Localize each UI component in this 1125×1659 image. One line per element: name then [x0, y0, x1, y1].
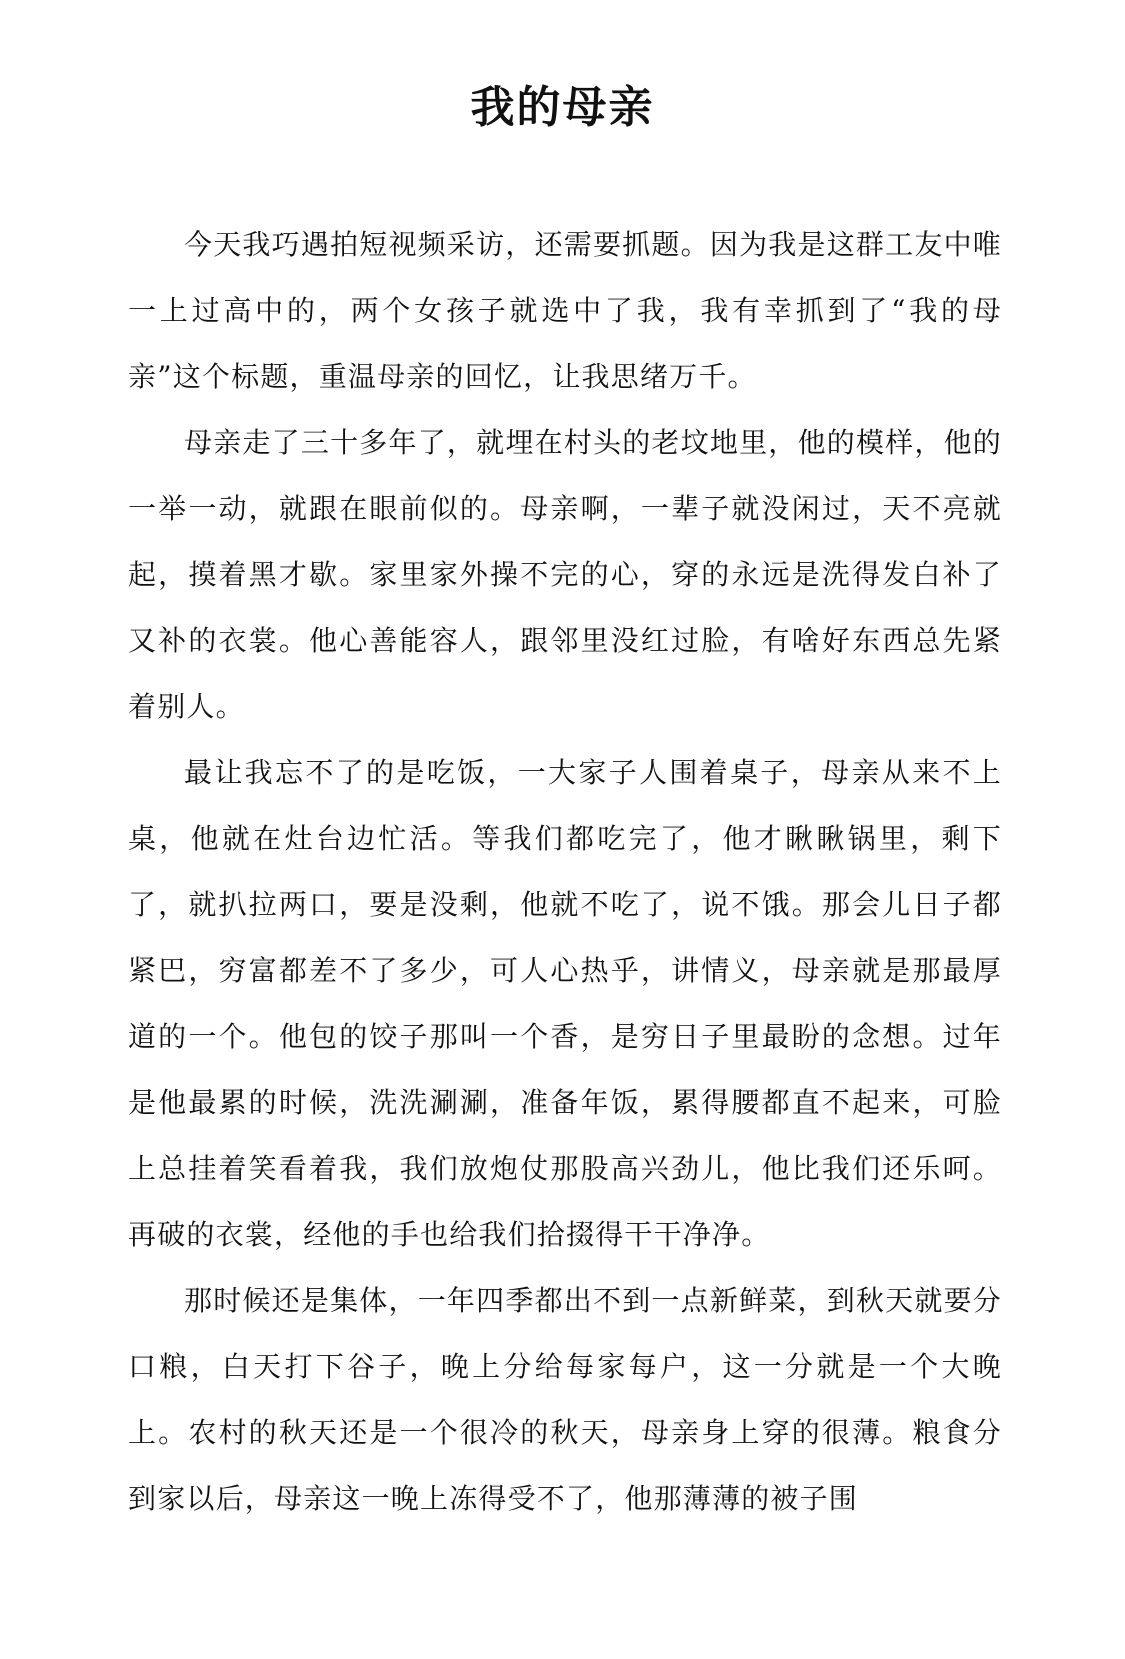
- paragraph-2: 母亲走了三十多年了，就埋在村头的老坟地里，他的模样，他的一举一动，就跟在眼前似的。母亲啊，一辈子就没闲过，天不亮就起，摸着黑才歇。家里家外操不完的心，穿的永远是洗得发白补了又补的衣裳。他心善能容人，跟邻里没红过脸，有啥好东西总先紧着别人。: [128, 426, 1002, 723]
- paragraph-3: 最让我忘不了的是吃饭，一大家子人围着桌子，母亲从来不上桌，他就在灶台边忙活。等我们都吃完了，他才瞅瞅锅里，剩下了，就扒拉两口，要是没剩，他就不吃了，说不饿。那会儿日子都紧巴，穷富都差不了多少，可人心热乎，讲情义，母亲就是那最厚道的一个。他包的饺子那叫一个香，是穷日子里最盼的念想。过年是他最累的时候，洗洗涮涮，准备年饭，累得腰都直不起来，可脸上总挂着笑看着我，我们放炮仗那股高兴劲儿，他比我们还乐呵。再破的衣裳，经他的手也给我们拾掇得干干净净。: [128, 756, 1002, 1251]
- document-body: [128, 212, 1002, 1532]
- document-title: 我的母亲: [470, 82, 655, 133]
- paragraph-4: 那时候还是集体，一年四季都出不到一点新鲜菜，到秋天就要分口粮，白天打下谷子，晚上分给每家每户，这一分就是一个大晚上。农村的秋天还是一个很冷的秋天，母亲身上穿的很薄。粮食分到家以后，母亲这一晚上冻得受不了，他那薄薄的被子围: [128, 1284, 1002, 1515]
- paragraph-1: 今天我巧遇拍短视频采访，还需要抓题。因为我是这群工友中唯一上过高中的，两个女孩子就选中了我，我有幸抓到了“我的母亲”这个标题，重温母亲的回忆，让我思绪万千。: [128, 228, 1002, 393]
